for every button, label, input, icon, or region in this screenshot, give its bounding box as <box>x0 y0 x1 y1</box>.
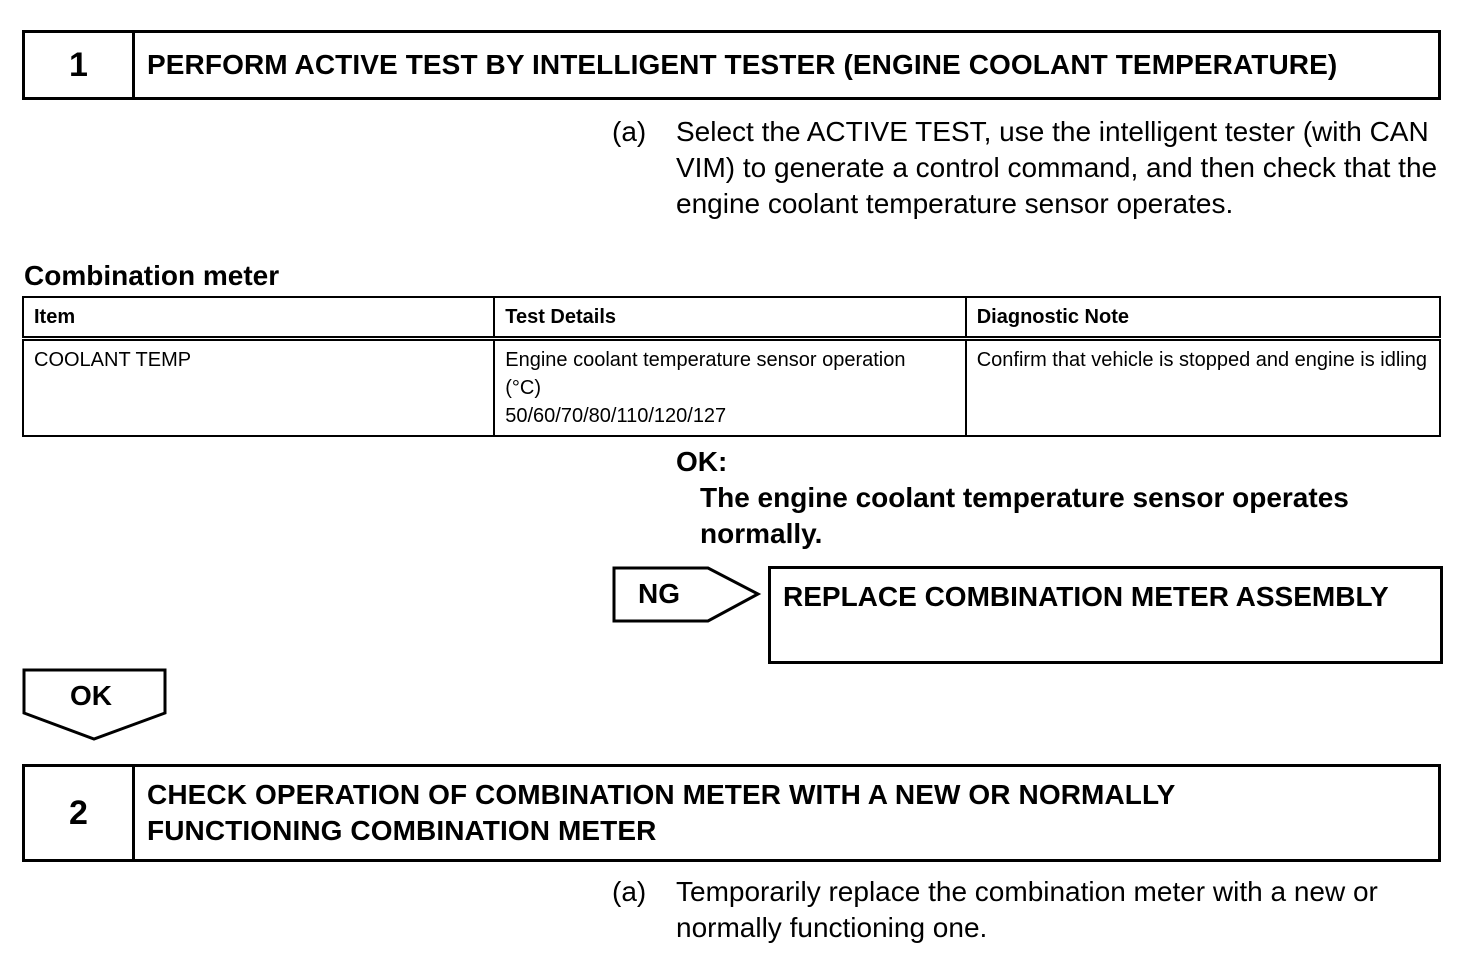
ng-action-box: REPLACE COMBINATION METER ASSEMBLY <box>768 566 1443 664</box>
step-2-title: CHECK OPERATION OF COMBINATION METER WITH A NEW OR NORMALLY FUNCTIONING COMBINATION METER <box>147 779 1176 846</box>
header-item: Item <box>23 297 494 339</box>
step-1-instruction-text: Select the ACTIVE TEST, use the intelligent tester (with CAN VIM) to generate a control command, and then check that the engine coolant temperature sensor operates. <box>676 116 1438 219</box>
ok-result-label: OK: <box>676 446 728 477</box>
step-2-instruction <box>612 874 1442 946</box>
ng-arrow-tag <box>612 566 762 624</box>
details-line-1: Engine coolant temperature sensor operation <box>505 349 906 371</box>
details-line-3: 50/60/70/80/110/120/127 <box>505 405 727 427</box>
cell-diagnostic-note: Confirm that vehicle is stopped and engine is idling <box>966 339 1440 437</box>
step-1-instruction-label: (a) <box>612 116 647 147</box>
ok-arrow-tag <box>22 668 168 742</box>
table-header-row <box>23 297 1440 339</box>
step-1-title: PERFORM ACTIVE TEST BY INTELLIGENT TESTER (ENGINE COOLANT TEMPERATURE) <box>147 49 1338 80</box>
ng-label: NG <box>638 578 680 609</box>
details-line-2: (°C) <box>505 377 541 399</box>
cell-test-details <box>494 339 966 437</box>
table-row <box>23 339 1440 437</box>
step-1-number: 1 <box>25 33 135 97</box>
ok-branch-label: OK <box>70 680 112 711</box>
header-test-details: Test Details <box>494 297 966 339</box>
step-2-number: 2 <box>25 767 135 859</box>
step-2-header <box>22 764 1441 862</box>
step-2-instruction-text: Temporarily replace the combination meter with a new or normally functioning one. <box>676 876 1378 943</box>
combination-meter-table <box>22 296 1441 437</box>
ok-result-text: The engine coolant temperature sensor operates normally. <box>700 482 1349 549</box>
step-2-instruction-label: (a) <box>612 876 647 907</box>
header-diagnostic-note: Diagnostic Note <box>966 297 1440 339</box>
step-1-instruction <box>612 114 1442 222</box>
cell-item: COOLANT TEMP <box>23 339 494 437</box>
ok-result <box>676 444 1440 552</box>
table-caption: Combination meter <box>24 260 280 291</box>
step-1-header <box>22 30 1441 100</box>
ng-arrow-shape <box>612 566 762 624</box>
